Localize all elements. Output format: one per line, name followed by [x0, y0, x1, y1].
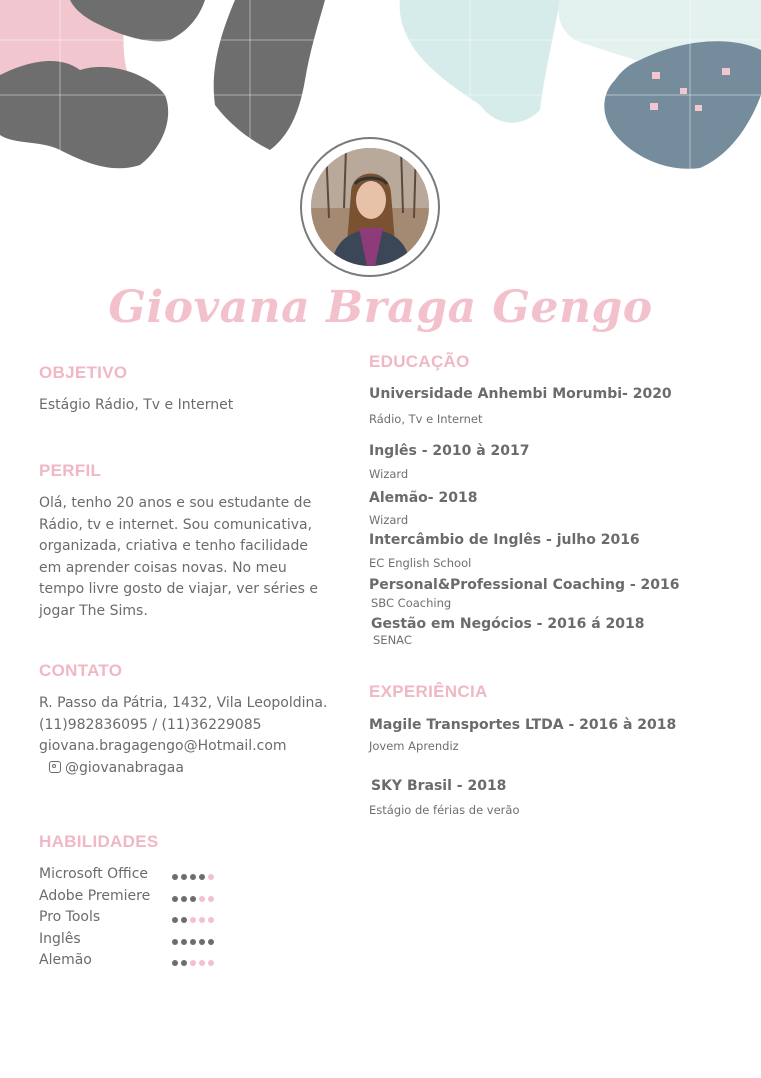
contato-details [39, 693, 327, 779]
rating-dot-empty [199, 960, 205, 966]
skill-name: Adobe Premiere [39, 888, 151, 904]
rating-dot-filled [181, 939, 187, 945]
edu-item-title: Inglês - 2010 à 2017 [369, 443, 530, 459]
rating-dot-empty [208, 917, 214, 923]
candidate-name: Giovana Braga Gengo [108, 282, 653, 333]
edu-item-title: Gestão em Negócios - 2016 á 2018 [371, 616, 645, 632]
edu-item-sub: SENAC [373, 633, 412, 647]
skill-name: Pro Tools [39, 909, 101, 925]
rating-dot-filled [199, 939, 205, 945]
rating-dot-filled [181, 874, 187, 880]
perfil-line: jogar The Sims. [39, 602, 148, 619]
skill-name: Inglês [39, 931, 81, 947]
profile-photo-frame [300, 137, 440, 277]
contato-address: R. Passo da Pátria, 1432, Vila Leopoldina. [39, 695, 328, 711]
perfil-line: tempo livre gosto de viajar, ver séries e [39, 581, 318, 597]
edu-item-sub: SBC Coaching [371, 596, 452, 610]
skill-rating [172, 917, 214, 923]
rating-dot-filled [172, 874, 178, 880]
perfil-line: Rádio, tv e internet. Sou comunicativa, [39, 516, 313, 533]
skill-row [39, 866, 239, 888]
skill-row [39, 888, 239, 910]
rating-dot-filled [181, 960, 187, 966]
edu-item-title: Personal&Professional Coaching - 2016 [369, 577, 680, 593]
exp-item-title: Magile Transportes LTDA - 2016 à 2018 [369, 717, 677, 733]
instagram-icon [49, 761, 61, 773]
rating-dot-empty [208, 874, 214, 880]
contato-instagram-row[interactable] [39, 758, 327, 780]
contato-email[interactable]: giovana.bragagengo@Hotmail.com [39, 738, 287, 754]
perfil-text [39, 493, 339, 622]
edu-item-title: Intercâmbio de Inglês - julho 2016 [369, 532, 640, 548]
edu-item-sub: Wizard [369, 513, 409, 527]
rating-dot-filled [172, 917, 178, 923]
rating-dot-filled [172, 939, 178, 945]
rating-dot-filled [181, 896, 187, 902]
skill-name: Alemão [39, 952, 92, 968]
edu-item-sub: Rádio, Tv e Internet [369, 412, 483, 426]
skill-name: Microsoft Office [39, 866, 149, 882]
perfil-line: Olá, tenho 20 anos e sou estudante de [39, 495, 312, 511]
habilidades-title: HABILIDADES [39, 832, 159, 851]
exp-item-sub: Estágio de férias de verão [369, 803, 520, 817]
rating-dot-filled [172, 960, 178, 966]
rating-dot-empty [199, 917, 205, 923]
exp-item-title: SKY Brasil - 2018 [371, 778, 507, 794]
rating-dot-filled [208, 939, 214, 945]
skill-row [39, 909, 239, 931]
rating-dot-empty [208, 896, 214, 902]
skill-rating [172, 874, 214, 880]
rating-dot-filled [172, 896, 178, 902]
skill-row [39, 931, 239, 953]
perfil-line: organizada, criativa e tenho facilidade [39, 538, 308, 554]
objetivo-text: Estágio Rádio, Tv e Internet [39, 397, 234, 413]
skill-rating [172, 939, 214, 945]
exp-item-sub: Jovem Aprendiz [369, 739, 459, 753]
rating-dot-filled [199, 874, 205, 880]
rating-dot-empty [208, 960, 214, 966]
perfil-title: PERFIL [39, 461, 102, 480]
edu-item-sub: EC English School [369, 556, 472, 570]
rating-dot-empty [190, 960, 196, 966]
edu-item-title: Universidade Anhembi Morumbi- 2020 [369, 386, 672, 402]
rating-dot-filled [190, 874, 196, 880]
perfil-line: em aprender coisas novas. No meu [39, 559, 287, 576]
skill-row [39, 952, 239, 974]
rating-dot-empty [190, 917, 196, 923]
edu-item-title: Alemão- 2018 [369, 490, 478, 506]
skill-rating [172, 960, 214, 966]
rating-dot-filled [181, 917, 187, 923]
profile-photo [311, 148, 429, 266]
educacao-title: EDUCAÇÃO [369, 352, 470, 371]
rating-dot-filled [190, 896, 196, 902]
experiencia-title: EXPERIÊNCIA [369, 682, 488, 701]
rating-dot-empty [199, 896, 205, 902]
contato-phones: (11)982836095 / (11)36229085 [39, 716, 262, 733]
rating-dot-filled [190, 939, 196, 945]
contato-title: CONTATO [39, 661, 123, 680]
objetivo-title: OBJETIVO [39, 363, 128, 382]
edu-item-sub: Wizard [369, 467, 409, 481]
skill-rating [172, 896, 214, 902]
contato-instagram: @giovanabragaa [65, 759, 184, 776]
